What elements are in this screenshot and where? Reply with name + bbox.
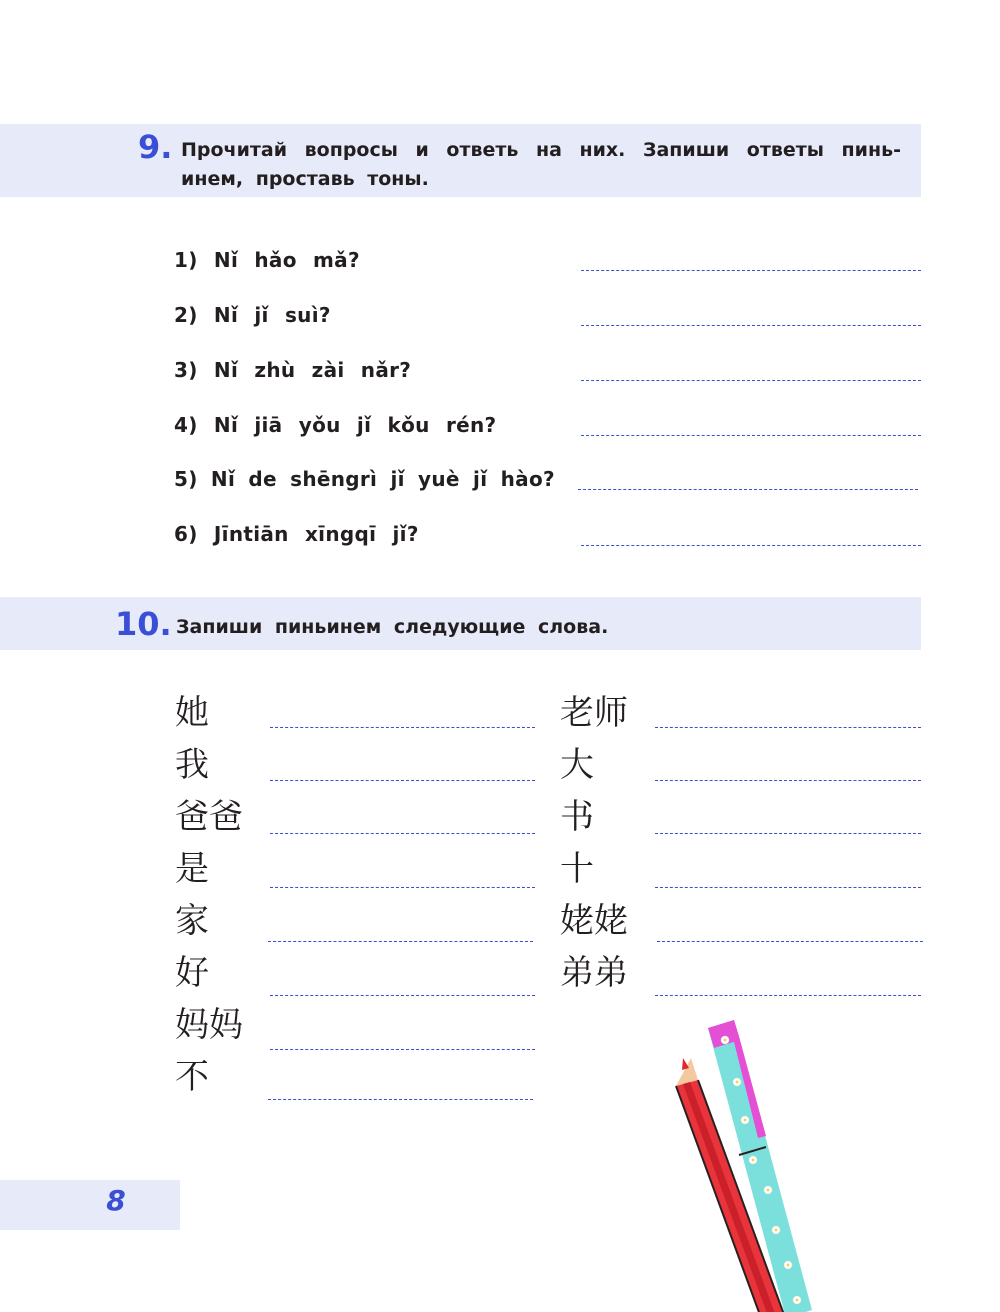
answer-line-1[interactable] <box>581 270 921 271</box>
page-number: 8 <box>106 1184 126 1217</box>
word-answer-left-6[interactable] <box>270 995 535 996</box>
answer-line-2[interactable] <box>581 325 921 326</box>
word-left-1: 她 <box>175 693 209 733</box>
word-left-7: 妈妈 <box>175 1005 243 1045</box>
word-answer-right-5[interactable] <box>657 941 923 942</box>
word-left-5: 家 <box>175 901 209 941</box>
word-right-6: 弟弟 <box>560 953 628 993</box>
exercise-9-instruction-line1: Прочитай вопросы и ответь на них. Запиши ответы пинь- <box>181 139 901 161</box>
word-left-3: 爸爸 <box>175 797 243 837</box>
question-5: 5) Nǐ de shēngrì jǐ yuè jǐ hào? <box>174 467 555 491</box>
word-answer-left-7[interactable] <box>270 1049 535 1050</box>
answer-line-6[interactable] <box>581 545 921 546</box>
word-answer-left-5[interactable] <box>268 941 533 942</box>
answer-line-5[interactable] <box>578 489 918 490</box>
question-6: 6) Jīntiān xīngqī jǐ? <box>174 522 419 546</box>
question-1: 1) Nǐ hǎo mǎ? <box>174 248 360 272</box>
word-left-2: 我 <box>175 745 209 785</box>
word-answer-left-8[interactable] <box>268 1099 533 1100</box>
word-right-3: 书 <box>560 797 594 837</box>
exercise-9-number: 9. <box>138 128 173 166</box>
exercise-9-instruction-line2: инем, проставь тоны. <box>181 168 429 190</box>
word-answer-left-4[interactable] <box>270 887 535 888</box>
word-left-6: 好 <box>175 953 209 993</box>
exercise-10-number: 10. <box>115 605 172 643</box>
word-answer-left-1[interactable] <box>270 727 535 728</box>
word-right-4: 十 <box>560 849 594 889</box>
question-2: 2) Nǐ jǐ suì? <box>174 303 331 327</box>
word-answer-right-2[interactable] <box>655 780 921 781</box>
word-answer-right-4[interactable] <box>655 887 921 888</box>
word-answer-right-3[interactable] <box>655 833 921 834</box>
answer-line-4[interactable] <box>581 435 921 436</box>
word-answer-left-2[interactable] <box>270 780 535 781</box>
word-answer-left-3[interactable] <box>270 833 535 834</box>
answer-line-3[interactable] <box>581 380 921 381</box>
word-right-1: 老师 <box>560 693 628 733</box>
word-right-5: 姥姥 <box>560 901 628 941</box>
word-left-8: 不 <box>175 1057 209 1097</box>
word-answer-right-6[interactable] <box>655 995 921 996</box>
question-4: 4) Nǐ jiā yǒu jǐ kǒu rén? <box>174 413 497 437</box>
word-answer-right-1[interactable] <box>655 727 921 728</box>
question-3: 3) Nǐ zhù zài nǎr? <box>174 358 412 382</box>
exercise-10-instruction: Запиши пиньинем следующие слова. <box>176 616 609 638</box>
pencil-and-pen-illustration <box>670 1010 870 1312</box>
word-left-4: 是 <box>175 849 209 889</box>
word-right-2: 大 <box>560 745 594 785</box>
